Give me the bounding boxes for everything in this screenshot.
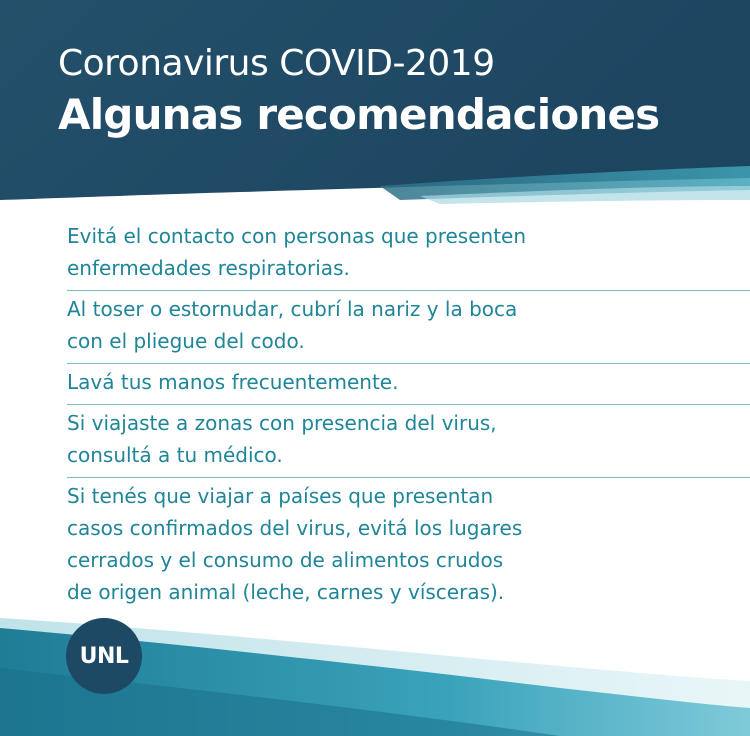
recommendation-item: Lavá tus manos frecuentemente. [67,364,750,405]
recommendation-item: Si tenés que viajar a países que presentan casos confirmados del virus, evitá los lugares cerrados y el consumo de alimentos crudos de origen animal (leche, carnes y vísceras). [67,484,523,604]
recommendation-item: Al toser o estornudar, cubrí la nariz y la boca con el pliegue del codo. [67,291,750,364]
recommendations-list [67,218,750,614]
header-title: Algunas recomendaciones [58,90,660,139]
header-subtitle: Coronavirus COVID-2019 [58,43,495,84]
unl-logo: UNL [66,618,142,694]
recommendation-item: Evitá el contacto con personas que presenten enfermedades respiratorias. [67,218,750,291]
recommendation-item: Si viajaste a zonas con presencia del virus, consultá a tu médico. [67,405,750,478]
header [58,40,659,142]
